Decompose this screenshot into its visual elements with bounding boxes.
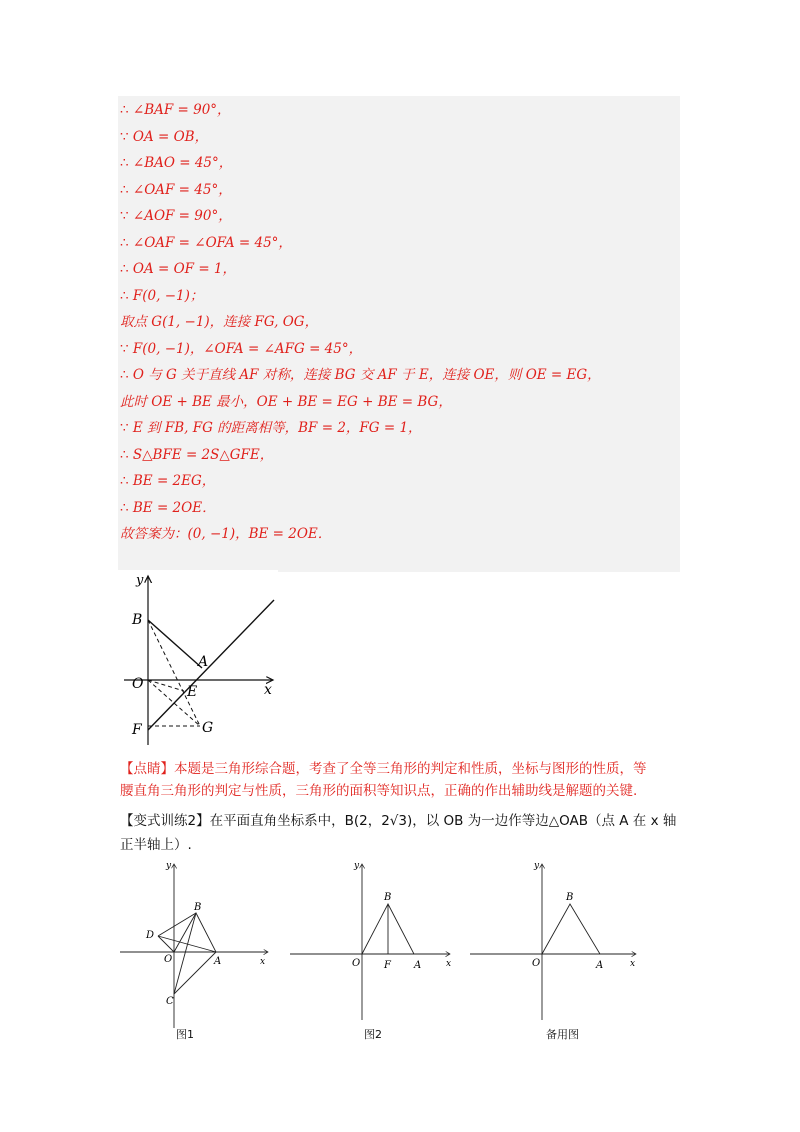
fig3-label-y: y [534,861,540,871]
caption-fig1: 图1 [176,1028,194,1041]
fig1-label-d: D [146,930,155,941]
label-a: A [198,654,209,670]
practice-line-2: 正半轴上）. [120,837,192,853]
solution-text: F(0, −1)，∠OFA = ∠AFG = 45°， [132,340,363,357]
fig1-label-a: A [214,956,222,967]
logic-symbol: ∴ [120,473,129,489]
practice-line-1: 【变式训练2】在平面直角坐标系中，B(2，2√3)，以 OB 为一边作等边△OAB（点 A 在 x 轴 [120,813,677,829]
solution-line [120,233,292,253]
solution-text: ∠BAF = 90°， [132,102,231,118]
logic-symbol: ∴ [120,367,129,383]
line-fa [148,600,274,730]
solution-line [120,286,203,306]
small-figures-svg [118,858,678,1058]
solution-text: OA = OF = 1， [132,261,237,277]
coordinate-figure [118,570,278,748]
solution-text: BE = 2EG， [132,473,216,489]
label-o: O [132,676,144,692]
fig1-label-c: C [166,996,174,1007]
label-x: x [264,682,272,698]
solution-line [120,471,215,491]
fig2-label-x: x [446,959,452,969]
label-b: B [132,612,143,628]
solution-text: O 与 G 关于直线 AF 对称，连接 BG 交 AF 于 E，连接 OE，则 OE = EG， [132,367,601,383]
logic-symbol: ∵ [120,340,129,357]
segment-ba [148,620,202,668]
solution-text: OA = OB， [132,128,209,145]
solution-text: E 到 FB, FG 的距离相等，BF = 2，FG = 1， [132,420,422,436]
segment-bg [148,620,200,726]
fig1-label-y: y [166,861,172,871]
solution-line [120,312,318,332]
solution-text: ∠BAO = 45°， [132,155,233,171]
fig1 [120,861,268,1028]
logic-symbol: ∴ [120,181,129,198]
solution-line [120,259,236,279]
solution-text: 故答案为：(0, −1)，BE = 2OE． [120,526,332,542]
solution-text: 取点 G(1, −1)，连接 FG, OG， [120,314,319,330]
solution-line [120,524,331,544]
fig2 [290,861,451,1020]
solution-text: BE = 2OE． [132,499,216,516]
logic-symbol: ∴ [120,234,129,251]
fig3-label-x: x [630,959,636,969]
solution-line [120,206,232,226]
solution-text: ∠AOF = 90°， [132,208,232,224]
logic-symbol: ∴ [120,287,129,304]
solution-line [120,418,422,438]
solution-text: ∠OAF = 45°， [132,181,232,198]
solution-text: ∠OAF = ∠OFA = 45°， [132,234,292,251]
note-line-2: 腰直角三角形的判定与性质，三角形的面积等知识点，正确的作出辅助线是解题的关键. [120,783,638,799]
solution-line [120,100,231,120]
coordinate-figure-svg [118,570,278,748]
solution-line [120,339,362,359]
logic-symbol: ∴ [120,499,129,516]
solution-text: S△BFE = 2S△GFE， [132,446,274,463]
logic-symbol: ∵ [120,420,129,436]
solution-line [120,445,273,465]
solution-line [120,392,452,412]
solution-line [120,498,216,518]
solution-text: 此时 OE + BE 最小，OE + BE = EG + BE = BG， [120,393,452,410]
logic-symbol: ∴ [120,446,129,463]
solution-line [120,180,232,200]
fig2-label-f: F [384,960,391,971]
solution-line [120,127,208,147]
solution-line [120,153,232,173]
segment-oe [148,680,184,691]
logic-symbol: ∴ [120,155,129,171]
caption-fig3: 备用图 [546,1028,579,1041]
logic-symbol: ∴ [120,102,129,118]
logic-symbol: ∵ [120,208,129,224]
fig1-label-b: B [194,902,202,913]
fig3-label-a: A [596,960,604,971]
fig2-label-y: y [354,861,360,871]
label-f: F [132,722,142,738]
label-y: y [136,573,144,588]
logic-symbol: ∵ [120,128,129,145]
label-e: E [187,684,198,700]
fig2-label-o: O [352,958,361,969]
caption-fig2: 图2 [364,1028,382,1041]
logic-symbol: ∴ [120,261,129,277]
fig1-label-x: x [260,957,266,967]
solution-line [120,365,601,385]
fig3 [470,861,636,1020]
note-line-1: 【点睛】本题是三角形综合题，考查了全等三角形的判定和性质，坐标与图形的性质，等 [120,761,647,777]
small-figures [118,858,678,1058]
solution-text: F(0, −1)； [132,287,204,304]
label-g: G [202,720,214,736]
fig3-label-o: O [532,958,541,969]
fig2-label-a: A [414,960,422,971]
fig3-label-b: B [566,892,574,903]
fig2-label-b: B [384,892,392,903]
fig1-label-o: O [164,954,173,965]
